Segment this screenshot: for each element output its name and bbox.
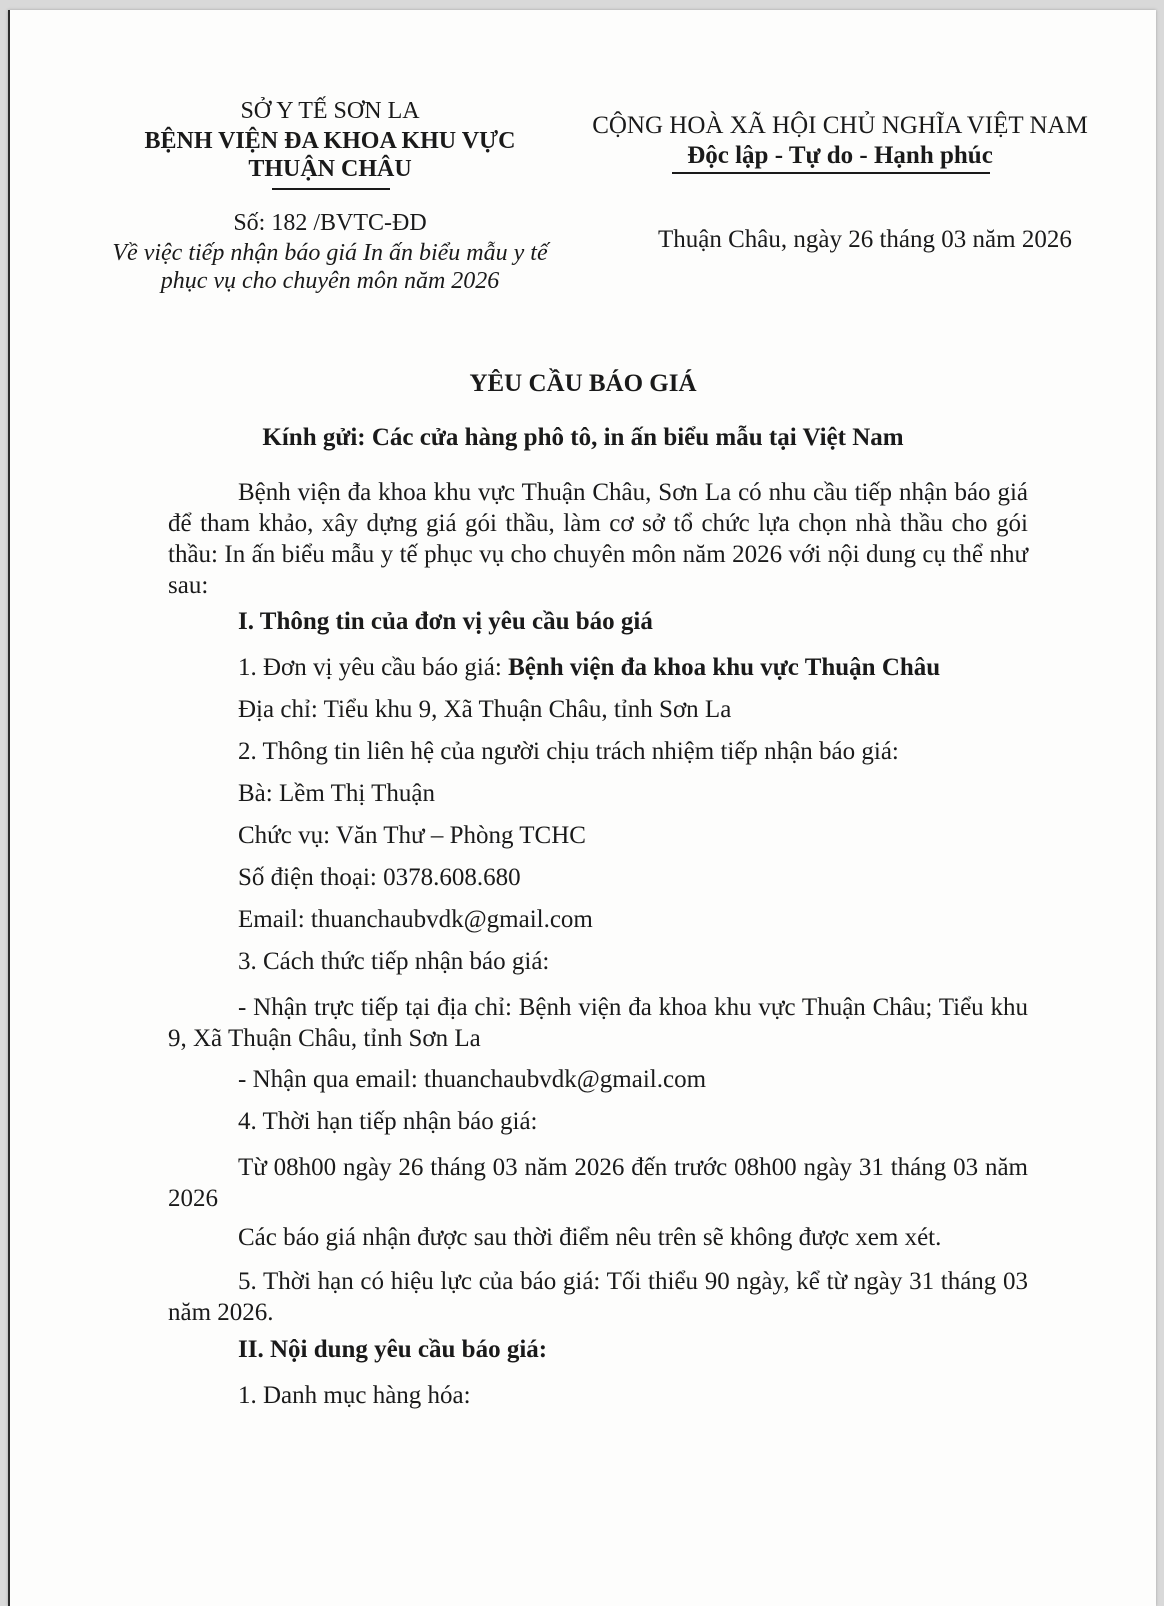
hospital-underline [272, 188, 390, 190]
hospital-name-line1: BỆNH VIỆN ĐA KHOA KHU VỰC [144, 128, 516, 154]
contact-email: Email: thuanchaubvdk@gmail.com [238, 906, 593, 933]
document-title: YÊU CẦU BÁO GIÁ [469, 370, 697, 397]
contact-position: Chức vụ: Văn Thư – Phòng TCHC [238, 822, 586, 849]
intro-paragraph: Bệnh viện đa khoa khu vực Thuận Châu, Sơn La có nhu cầu tiếp nhận báo giá để tham khảo, xây dựng giá gói thầu, làm cơ sở tổ chức lựa chọn nhà thầu cho gói thầu: In ấn biểu mẫu y tế phục vụ cho chuyên môn năm 2026 với nội dung cụ thể như sau: [168, 479, 1028, 599]
department-name: SỞ Y TẾ SƠN LA [240, 98, 420, 124]
validity-period: 5. Thời hạn có hiệu lực của báo giá: Tối thiểu 90 ngày, kể từ ngày 31 tháng 03 năm 2026. [168, 1268, 1028, 1326]
document-page [8, 10, 1156, 1606]
goods-list-heading: 1. Danh mục hàng hóa: [238, 1382, 471, 1409]
requesting-unit-value: Bệnh viện đa khoa khu vực Thuận Châu [508, 654, 941, 681]
national-motto: Độc lập - Tự do - Hạnh phúc [687, 142, 993, 169]
section2-heading: II. Nội dung yêu cầu báo giá: [238, 1336, 548, 1363]
deadline-period: Từ 08h00 ngày 26 tháng 03 năm 2026 đến trước 08h00 ngày 31 tháng 03 năm 2026 [168, 1154, 1028, 1212]
contact-heading: 2. Thông tin liên hệ của người chịu trách nhiệm tiếp nhận báo giá: [238, 738, 899, 765]
hospital-name-line2: THUẬN CHÂU [248, 156, 412, 182]
requesting-unit-line [238, 654, 940, 682]
requesting-unit-label: 1. Đơn vị yêu cầu báo giá: [238, 654, 509, 681]
document-number: Số: 182 /BVTC-ĐD [233, 210, 427, 236]
contact-name: Bà: Lềm Thị Thuận [238, 780, 435, 807]
place-and-date: Thuận Châu, ngày 26 tháng 03 năm 2026 [658, 226, 1072, 253]
late-submission-note: Các báo giá nhận được sau thời điểm nêu trên sẽ không được xem xét. [238, 1224, 942, 1251]
contact-phone: Số điện thoại: 0378.608.680 [238, 864, 521, 891]
receipt-method-heading: 3. Cách thức tiếp nhận báo giá: [238, 948, 550, 975]
deadline-heading: 4. Thời hạn tiếp nhận báo giá: [238, 1108, 538, 1135]
motto-underline [672, 172, 990, 174]
unit-address: Địa chỉ: Tiểu khu 9, Xã Thuận Châu, tỉnh Sơn La [238, 696, 732, 723]
republic-name: CỘNG HOÀ XÃ HỘI CHỦ NGHĨA VIỆT NAM [592, 112, 1088, 139]
receipt-method-direct: - Nhận trực tiếp tại địa chỉ: Bệnh viện đa khoa khu vực Thuận Châu; Tiểu khu 9, Xã Thuận Châu, tỉnh Sơn La [168, 994, 1028, 1052]
receipt-method-email: - Nhận qua email: thuanchaubvdk@gmail.com [238, 1066, 707, 1093]
subject-line2: phục vụ cho chuyên môn năm 2026 [160, 268, 500, 294]
recipient-line: Kính gửi: Các cửa hàng phô tô, in ấn biểu mẫu tại Việt Nam [262, 424, 904, 451]
subject-line1: Về việc tiếp nhận báo giá In ấn biểu mẫu y tế [112, 240, 548, 266]
section1-heading: I. Thông tin của đơn vị yêu cầu báo giá [238, 608, 653, 635]
